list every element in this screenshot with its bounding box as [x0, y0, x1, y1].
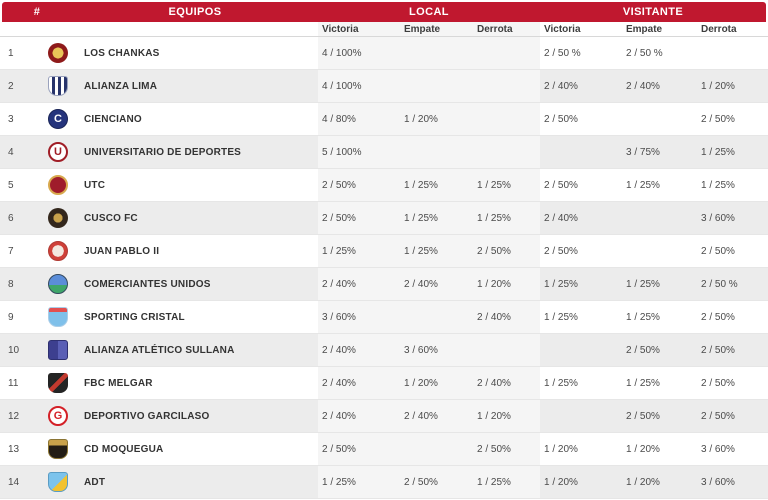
visitante-victoria-value: 1 / 25%: [540, 268, 622, 300]
team-crest-icon: C: [48, 109, 68, 129]
team-logo-cell: [36, 70, 80, 102]
team-crest-icon: [48, 340, 68, 360]
column-header-local: LOCAL: [409, 6, 449, 18]
team-name: ALIANZA LIMA: [80, 70, 318, 102]
rank-label: 9: [8, 311, 14, 323]
team-row[interactable]: [0, 301, 768, 334]
team-name: UNIVERSITARIO DE DEPORTES: [80, 136, 318, 168]
rank-label: 13: [8, 443, 20, 455]
team-logo-cell: [36, 400, 80, 432]
team-crest-icon: [48, 274, 68, 294]
local-empate-value: 1 / 20%: [400, 367, 473, 399]
local-victoria-value: 2 / 50%: [318, 433, 400, 465]
local-empate-value: [400, 136, 473, 168]
local-derrota-value: 1 / 25%: [473, 202, 540, 234]
visitante-victoria-value: [540, 136, 622, 168]
local-derrota-value: [473, 37, 540, 69]
visitante-derrota-value: 1 / 25%: [701, 179, 735, 191]
rank-label: 5: [8, 179, 14, 191]
local-derrota-value: [473, 103, 540, 135]
visitante-victoria-value: 1 / 20%: [544, 443, 578, 455]
visitante-empate-value: 1 / 25%: [626, 377, 660, 389]
local-empate-value: 1 / 25%: [400, 169, 473, 201]
rank-label: 2: [0, 70, 36, 102]
visitante-victoria-value: 2 / 50%: [544, 245, 578, 257]
local-victoria-value: 4 / 80%: [318, 103, 400, 135]
visitante-victoria-value: 1 / 20%: [540, 466, 622, 498]
team-row[interactable]: [0, 235, 768, 268]
team-row[interactable]: [0, 334, 768, 367]
team-logo-cell: [36, 334, 80, 366]
team-name: COMERCIANTES UNIDOS: [80, 268, 318, 300]
team-row[interactable]: [0, 400, 768, 433]
team-logo-cell: [36, 103, 80, 135]
visitante-derrota-value: 2 / 50%: [701, 377, 735, 389]
subheader-visitante-victoria: Victoria: [544, 23, 581, 35]
team-name: DEPORTIVO GARCILASO: [80, 400, 318, 432]
team-row[interactable]: [0, 70, 768, 103]
visitante-victoria-value: 2 / 40%: [540, 70, 622, 102]
rank-label: 6: [0, 202, 36, 234]
visitante-victoria-value: [540, 334, 622, 366]
local-victoria-value: 2 / 50%: [318, 169, 400, 201]
local-victoria-value: 2 / 40%: [318, 268, 400, 300]
team-logo-cell: [36, 301, 80, 333]
local-victoria-value: 1 / 25%: [318, 466, 400, 498]
team-crest-icon: U: [48, 142, 68, 162]
visitante-derrota-value: 3 / 60%: [701, 443, 735, 455]
visitante-derrota-value: 2 / 50 %: [697, 268, 768, 300]
visitante-empate-value: 2 / 50%: [622, 400, 697, 432]
team-name: UTC: [84, 179, 106, 191]
local-derrota-value: [473, 136, 540, 168]
visitante-empate-value: 1 / 25%: [622, 268, 697, 300]
team-row[interactable]: [0, 202, 768, 235]
rank-label: 8: [0, 268, 36, 300]
subheader-local-victoria: Victoria: [318, 22, 400, 36]
rank-label: 14: [0, 466, 36, 498]
column-header-rank: #: [33, 6, 41, 18]
team-logo-cell: [36, 433, 80, 465]
local-derrota-value: 2 / 50%: [473, 433, 540, 465]
visitante-empate-value: [622, 202, 697, 234]
visitante-empate-value: 1 / 25%: [626, 179, 660, 191]
team-name: SPORTING CRISTAL: [84, 311, 185, 323]
visitante-victoria-value: [540, 400, 622, 432]
team-crest-icon: [48, 241, 68, 261]
team-logo-cell: [36, 202, 80, 234]
visitante-victoria-value: 2 / 50%: [544, 179, 578, 191]
team-name: ALIANZA ATLÉTICO SULLANA: [80, 334, 318, 366]
local-victoria-value: 4 / 100%: [318, 70, 400, 102]
local-victoria-value: 4 / 100%: [318, 37, 400, 69]
visitante-derrota-value: 1 / 25%: [697, 136, 768, 168]
rank-label: 4: [0, 136, 36, 168]
visitante-empate-value: 1 / 20%: [622, 466, 697, 498]
team-name: CUSCO FC: [80, 202, 318, 234]
team-name: ADT: [80, 466, 318, 498]
local-victoria-value: 3 / 60%: [318, 301, 400, 333]
local-empate-value: [400, 37, 473, 69]
visitante-derrota-value: 2 / 50%: [701, 113, 735, 125]
visitante-empate-value: 2 / 50 %: [626, 47, 663, 59]
local-empate-value: [400, 70, 473, 102]
visitante-victoria-value: 1 / 25%: [544, 311, 578, 323]
team-row[interactable]: [0, 169, 768, 202]
local-derrota-value: 1 / 25%: [473, 169, 540, 201]
team-row[interactable]: [0, 136, 768, 169]
visitante-empate-value: 1 / 25%: [626, 311, 660, 323]
visitante-derrota-value: 3 / 60%: [697, 466, 768, 498]
subheader-local-empate: Empate: [400, 22, 473, 36]
visitante-derrota-value: [697, 37, 768, 69]
visitante-derrota-value: 3 / 60%: [697, 202, 768, 234]
visitante-derrota-value: 2 / 50%: [697, 334, 768, 366]
rank-label: 3: [8, 113, 14, 125]
team-logo-cell: [36, 367, 80, 399]
local-empate-value: [400, 433, 473, 465]
team-row[interactable]: [0, 433, 768, 466]
local-empate-value: 1 / 25%: [400, 202, 473, 234]
column-header-equipos: EQUIPOS: [168, 6, 222, 18]
visitante-victoria-value: 2 / 40%: [540, 202, 622, 234]
visitante-derrota-value: 2 / 50%: [701, 311, 735, 323]
visitante-derrota-value: 2 / 50%: [701, 245, 735, 257]
subheader-row: [0, 22, 768, 37]
column-header-visitante: VISITANTE: [622, 6, 684, 18]
team-crest-icon: [48, 373, 68, 393]
local-derrota-value: 1 / 20%: [473, 268, 540, 300]
visitante-empate-value: 2 / 40%: [622, 70, 697, 102]
local-derrota-value: [473, 70, 540, 102]
team-logo-cell: [36, 37, 80, 69]
local-victoria-value: 2 / 40%: [318, 400, 400, 432]
table-header-row: [2, 2, 766, 22]
team-crest-icon: [48, 307, 68, 327]
local-empate-value: [400, 301, 473, 333]
team-logo-cell: [36, 235, 80, 267]
local-derrota-value: 2 / 50%: [473, 235, 540, 267]
subheader-local-derrota: Derrota: [473, 22, 540, 36]
rank-label: 10: [0, 334, 36, 366]
team-name: JUAN PABLO II: [84, 245, 160, 257]
team-row[interactable]: [0, 466, 768, 499]
table-body: [0, 37, 768, 499]
team-crest-icon: [48, 43, 68, 63]
team-name: LOS CHANKAS: [84, 47, 160, 59]
rank-label: 1: [8, 47, 14, 59]
local-empate-value: 3 / 60%: [400, 334, 473, 366]
local-victoria-value: 5 / 100%: [318, 136, 400, 168]
local-derrota-value: 1 / 25%: [473, 466, 540, 498]
standings-table: [0, 2, 768, 499]
local-victoria-value: 1 / 25%: [318, 235, 400, 267]
visitante-empate-value: [622, 235, 697, 267]
subheader-visitante-empate: Empate: [626, 23, 663, 35]
team-crest-icon: [48, 208, 68, 228]
local-empate-value: 2 / 50%: [400, 466, 473, 498]
team-logo-cell: [36, 136, 80, 168]
team-crest-icon: G: [48, 406, 68, 426]
team-crest-icon: [48, 472, 68, 492]
local-derrota-value: 1 / 20%: [473, 400, 540, 432]
local-victoria-value: 2 / 40%: [318, 334, 400, 366]
team-name: CIENCIANO: [84, 113, 142, 125]
local-empate-value: 1 / 20%: [400, 103, 473, 135]
visitante-victoria-value: 2 / 50%: [544, 113, 578, 125]
visitante-derrota-value: 1 / 20%: [697, 70, 768, 102]
subheader-visitante-derrota: Derrota: [701, 23, 737, 35]
local-empate-value: 2 / 40%: [400, 268, 473, 300]
team-crest-icon: [48, 76, 68, 96]
team-row[interactable]: [0, 37, 768, 70]
team-crest-icon: [48, 439, 68, 459]
local-derrota-value: 2 / 40%: [473, 367, 540, 399]
team-crest-icon: [48, 175, 68, 195]
team-logo-cell: [36, 169, 80, 201]
rank-label: 7: [8, 245, 14, 257]
team-logo-cell: [36, 268, 80, 300]
team-name: CD MOQUEGUA: [84, 443, 164, 455]
local-empate-value: 2 / 40%: [400, 400, 473, 432]
visitante-victoria-value: 1 / 25%: [544, 377, 578, 389]
visitante-victoria-value: 2 / 50 %: [544, 47, 581, 59]
visitante-empate-value: 2 / 50%: [622, 334, 697, 366]
visitante-empate-value: 3 / 75%: [622, 136, 697, 168]
team-row[interactable]: [0, 367, 768, 400]
local-empate-value: 1 / 25%: [400, 235, 473, 267]
team-name: FBC MELGAR: [84, 377, 153, 389]
local-victoria-value: 2 / 50%: [318, 202, 400, 234]
visitante-derrota-value: 2 / 50%: [697, 400, 768, 432]
team-row[interactable]: [0, 268, 768, 301]
visitante-empate-value: [622, 103, 697, 135]
local-victoria-value: 2 / 40%: [318, 367, 400, 399]
visitante-empate-value: 1 / 20%: [626, 443, 660, 455]
local-derrota-value: 2 / 40%: [473, 301, 540, 333]
rank-label: 12: [0, 400, 36, 432]
subheader-spacer: [0, 22, 318, 36]
team-logo-cell: [36, 466, 80, 498]
rank-label: 11: [8, 377, 19, 389]
local-derrota-value: [473, 334, 540, 366]
team-row[interactable]: [0, 103, 768, 136]
